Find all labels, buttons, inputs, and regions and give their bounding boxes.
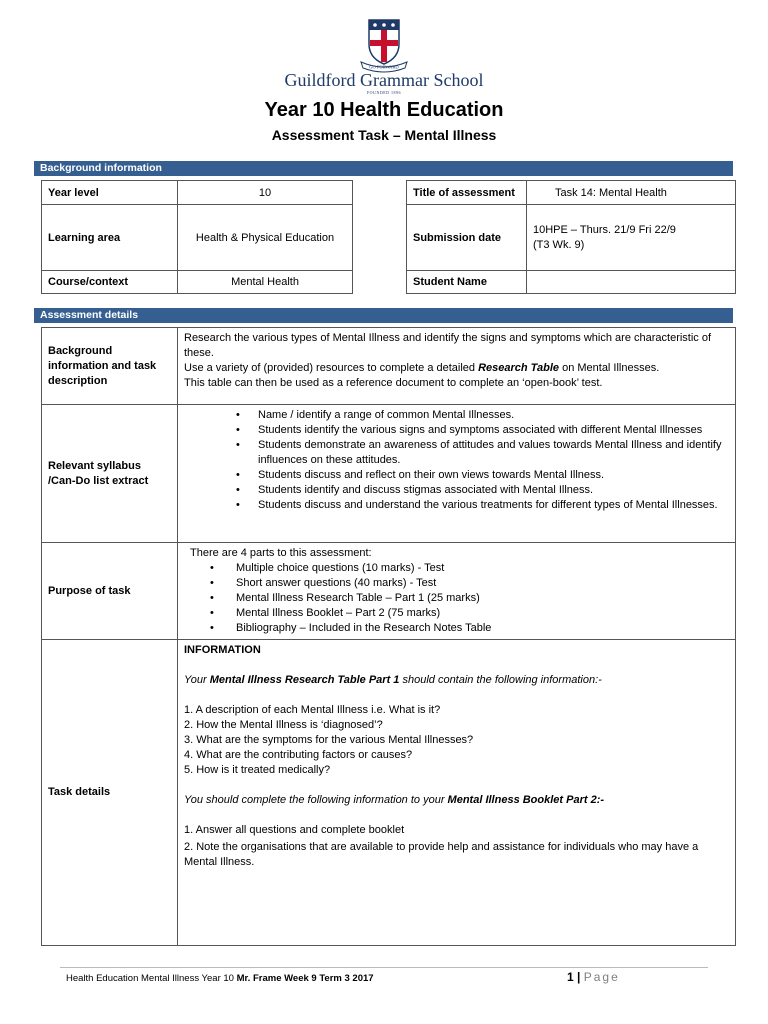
page-subtitle: Assessment Task – Mental Illness: [271, 127, 497, 143]
course-context-value: Mental Health: [178, 271, 353, 294]
bullet-icon: •: [210, 607, 214, 619]
course-context-label: Course/context: [42, 271, 178, 294]
task-question: 2. How the Mental Illness is ‘diagnosed’?: [184, 719, 383, 731]
background-section-header: Background information: [34, 161, 733, 175]
syllabus-list: [184, 408, 729, 513]
bullet-icon: •: [236, 409, 240, 421]
purpose-item: • Short answer questions (40 marks) - Test: [210, 577, 437, 589]
assessment-title-label: Title of assessment: [407, 181, 527, 205]
footer-text: Health Education Mental Illness Year 10 Mr. Frame Week 9 Term 3 2017: [66, 973, 374, 984]
background-right-table: [406, 180, 736, 294]
purpose-item: • Multiple choice questions (10 marks) - Test: [210, 562, 445, 574]
background-left-table: [41, 180, 353, 294]
assessment-title-value: Task 14: Mental Health: [527, 181, 736, 205]
school-crest-logo: [355, 18, 413, 74]
syllabus-item: • Name / identify a range of common Mental Illnesses.: [236, 409, 515, 421]
background-line-1: Research the various types of Mental Illness and identify the signs and symptoms which are characteristic of these.: [184, 332, 712, 359]
bullet-icon: •: [236, 439, 240, 451]
task-question: 3. What are the symptoms for the various Mental Illnesses?: [184, 734, 474, 746]
learning-area-value: Health & Physical Education: [178, 205, 353, 271]
page-number: 1 | Page: [567, 970, 620, 984]
purpose-item: • Mental Illness Booklet – Part 2 (75 marks): [210, 607, 441, 619]
task-booklet-intro: You should complete the following information to your Mental Illness Booklet Part 2:-: [184, 794, 605, 806]
background-line-2: Use a variety of (provided) resources to complete a detailed Research Table on Mental Illnesses.: [184, 362, 660, 374]
purpose-cell: [178, 543, 736, 640]
background-task-description: [178, 328, 736, 405]
crest-motto: GO FORWARD: [369, 64, 399, 70]
footer-divider: [60, 967, 708, 968]
page-title: Year 10 Health Education: [264, 99, 504, 121]
syllabus-label: Relevant syllabus /Can-Do list extract: [42, 405, 178, 543]
bullet-icon: •: [236, 499, 240, 511]
task-question: 5. How is it treated medically?: [184, 764, 331, 776]
school-founded: FOUNDED 1896: [366, 90, 402, 95]
purpose-intro: There are 4 parts to this assessment:: [190, 547, 372, 559]
syllabus-item: • Students discuss and understand the various treatments for different types of Mental Illnesses.: [236, 499, 718, 511]
task-intro: Your Mental Illness Research Table Part 1 should contain the following information:-: [184, 674, 602, 686]
submission-date-label: Submission date: [407, 205, 527, 271]
purpose-list: [184, 561, 729, 636]
bullet-icon: •: [210, 592, 214, 604]
assessment-section-header: Assessment details: [34, 308, 733, 322]
submission-date-line2: (T3 Wk. 9): [533, 238, 585, 251]
syllabus-item: • Students identify the various signs and symptoms associated with different Mental Illnesses: [236, 424, 703, 436]
purpose-item: • Bibliography – Included in the Research Notes Table: [210, 622, 492, 634]
background-line-3: This table can then be used as a reference document to complete an ‘open-book’ test.: [184, 377, 603, 389]
student-name-field[interactable]: [527, 271, 736, 294]
student-name-label: Student Name: [407, 271, 527, 294]
task-question: 1. A description of each Mental Illness i.e. What is it?: [184, 704, 441, 716]
bullet-icon: •: [210, 622, 214, 634]
task-question: 4. What are the contributing factors or causes?: [184, 749, 413, 761]
year-level-label: Year level: [42, 181, 178, 205]
bullet-icon: •: [236, 424, 240, 436]
year-level-value: 10: [178, 181, 353, 205]
learning-area-label: Learning area: [42, 205, 178, 271]
task-step: 2. Note the organisations that are available to provide help and assistance for individuals who may have a Mental Illness.: [184, 841, 699, 868]
purpose-label: Purpose of task: [42, 543, 178, 640]
background-task-label: Background information and task description: [42, 328, 178, 405]
syllabus-list-cell: [178, 405, 736, 543]
bullet-icon: •: [236, 469, 240, 481]
assessment-details-table: [41, 327, 736, 946]
bullet-icon: •: [210, 562, 214, 574]
syllabus-item: • Students demonstrate an awareness of attitudes and values towards Mental Illness and identify influences on these attitudes.: [236, 439, 722, 466]
task-details-label: Task details: [42, 640, 178, 946]
bullet-icon: •: [236, 484, 240, 496]
section-divider: [34, 175, 733, 176]
school-name: Guildford Grammar School: [284, 70, 484, 90]
bullet-icon: •: [210, 577, 214, 589]
section-divider: [34, 322, 733, 323]
submission-date-value: [527, 205, 736, 271]
task-heading: INFORMATION: [184, 644, 261, 656]
purpose-item: • Mental Illness Research Table – Part 1 (25 marks): [210, 592, 480, 604]
submission-date-line1: 10HPE – Thurs. 21/9 Fri 22/9: [533, 223, 676, 236]
task-step: 1. Answer all questions and complete booklet: [184, 824, 405, 836]
syllabus-item: • Students identify and discuss stigmas associated with Mental Illness.: [236, 484, 594, 496]
syllabus-item: • Students discuss and reflect on their own views towards Mental Illness.: [236, 469, 605, 481]
task-details-cell: [178, 640, 736, 946]
